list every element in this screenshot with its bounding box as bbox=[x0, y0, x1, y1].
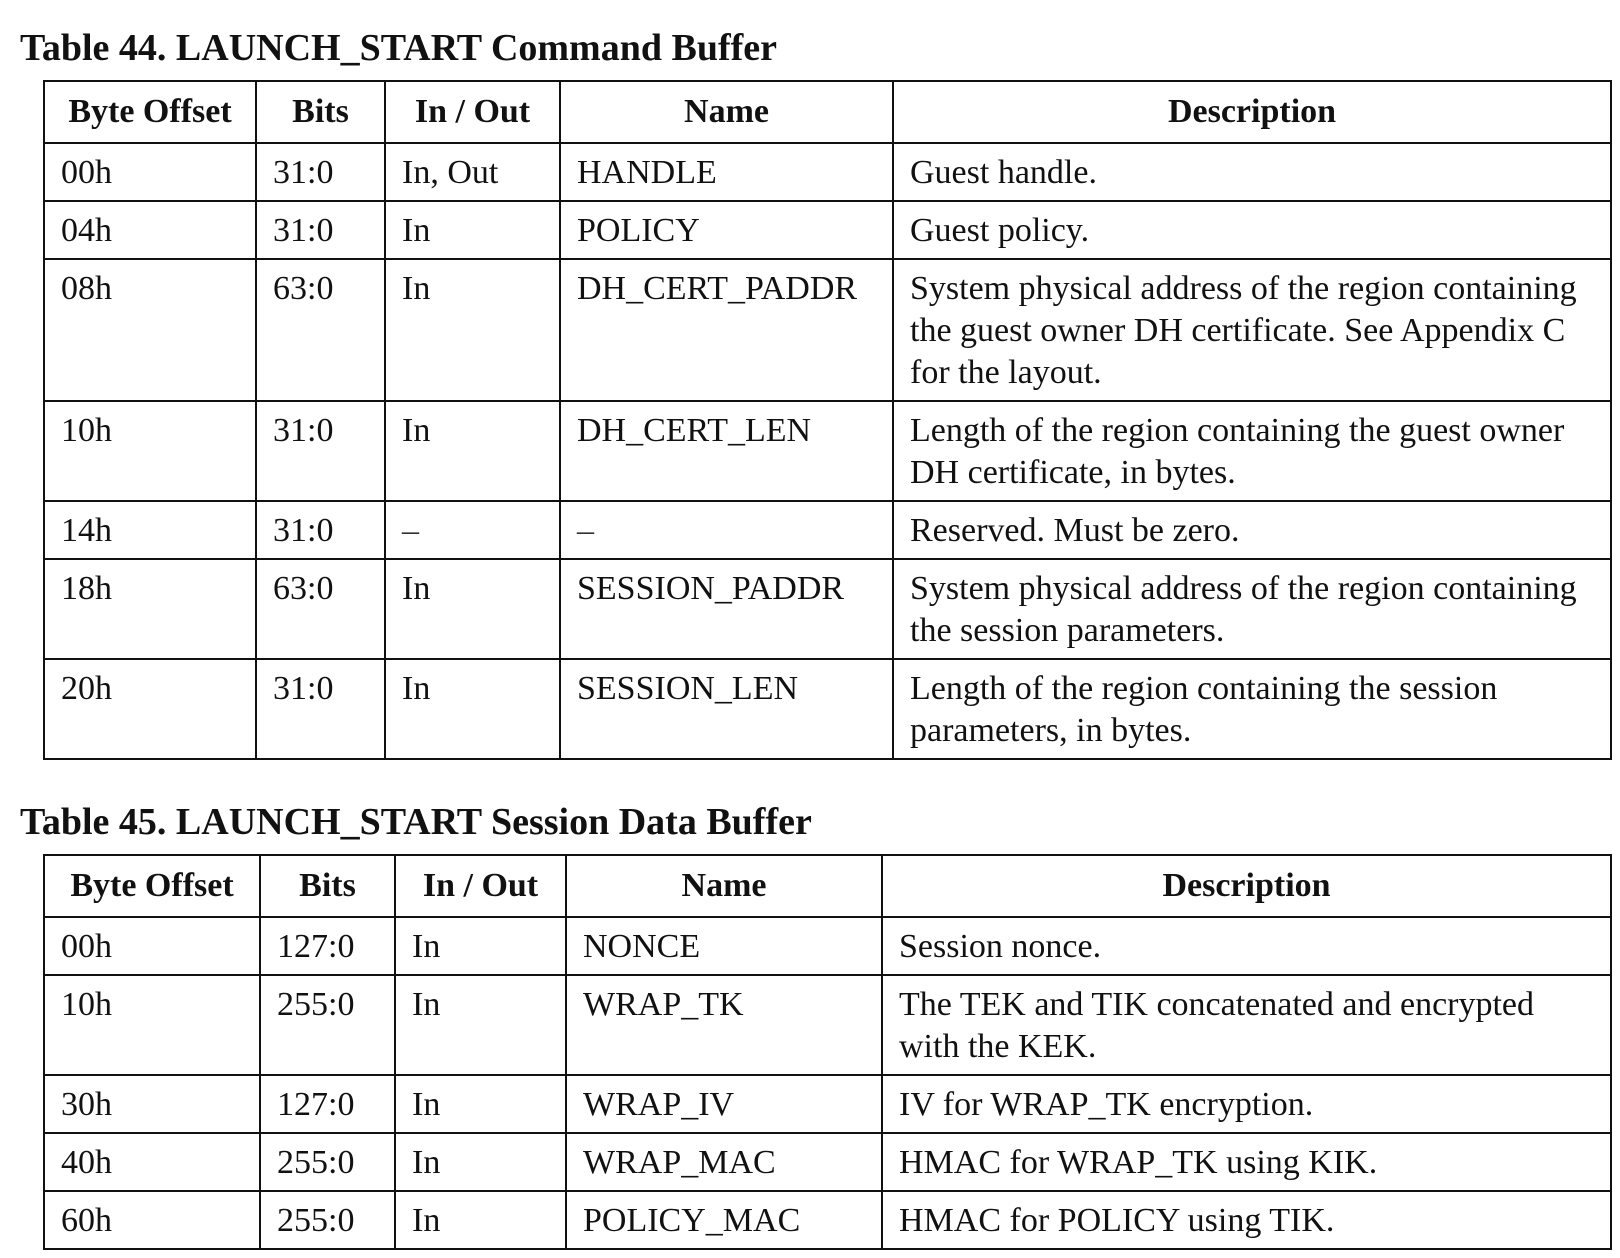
cell-name: DH_CERT_PADDR bbox=[560, 259, 893, 401]
header-bits: Bits bbox=[256, 81, 385, 143]
cell-offset: 00h bbox=[44, 917, 260, 975]
cell-name: POLICY_MAC bbox=[566, 1191, 882, 1249]
cell-in-out: In bbox=[395, 1075, 566, 1133]
table-row bbox=[44, 1075, 1611, 1133]
header-bits: Bits bbox=[260, 855, 395, 917]
header-in-out: In / Out bbox=[395, 855, 566, 917]
command-buffer-table bbox=[43, 80, 1612, 760]
cell-offset: 00h bbox=[44, 143, 256, 201]
cell-in-out: In bbox=[395, 975, 566, 1075]
cell-offset: 40h bbox=[44, 1133, 260, 1191]
cell-description: Reserved. Must be zero. bbox=[893, 501, 1611, 559]
cell-in-out: In bbox=[385, 201, 560, 259]
cell-in-out: In, Out bbox=[385, 143, 560, 201]
table-row bbox=[44, 259, 1611, 401]
cell-description: IV for WRAP_TK encryption. bbox=[882, 1075, 1611, 1133]
cell-bits: 255:0 bbox=[260, 1191, 395, 1249]
header-byte-offset: Byte Offset bbox=[44, 81, 256, 143]
header-name: Name bbox=[560, 81, 893, 143]
cell-in-out: In bbox=[385, 259, 560, 401]
cell-name: SESSION_PADDR bbox=[560, 559, 893, 659]
cell-name: DH_CERT_LEN bbox=[560, 401, 893, 501]
table-row bbox=[44, 975, 1611, 1075]
table-row bbox=[44, 1191, 1611, 1249]
cell-name: WRAP_MAC bbox=[566, 1133, 882, 1191]
cell-bits: 63:0 bbox=[256, 259, 385, 401]
cell-offset: 14h bbox=[44, 501, 256, 559]
cell-offset: 10h bbox=[44, 975, 260, 1075]
cell-bits: 255:0 bbox=[260, 1133, 395, 1191]
cell-description: Session nonce. bbox=[882, 917, 1611, 975]
cell-name: WRAP_IV bbox=[566, 1075, 882, 1133]
cell-description: Length of the region containing the session parameters, in bytes. bbox=[893, 659, 1611, 759]
cell-bits: 127:0 bbox=[260, 1075, 395, 1133]
cell-offset: 18h bbox=[44, 559, 256, 659]
table-row bbox=[44, 917, 1611, 975]
table-header-row bbox=[44, 81, 1611, 143]
cell-in-out: In bbox=[385, 401, 560, 501]
header-name: Name bbox=[566, 855, 882, 917]
cell-bits: 31:0 bbox=[256, 501, 385, 559]
table-row bbox=[44, 143, 1611, 201]
table-row bbox=[44, 201, 1611, 259]
cell-offset: 04h bbox=[44, 201, 256, 259]
cell-name: NONCE bbox=[566, 917, 882, 975]
cell-name: HANDLE bbox=[560, 143, 893, 201]
cell-name: – bbox=[560, 501, 893, 559]
cell-in-out: In bbox=[395, 1133, 566, 1191]
cell-offset: 30h bbox=[44, 1075, 260, 1133]
cell-name: SESSION_LEN bbox=[560, 659, 893, 759]
session-data-buffer-table bbox=[43, 854, 1612, 1250]
cell-offset: 20h bbox=[44, 659, 256, 759]
cell-description: HMAC for POLICY using TIK. bbox=[882, 1191, 1611, 1249]
cell-offset: 60h bbox=[44, 1191, 260, 1249]
cell-bits: 127:0 bbox=[260, 917, 395, 975]
cell-in-out: In bbox=[385, 659, 560, 759]
header-description: Description bbox=[882, 855, 1611, 917]
cell-in-out: – bbox=[385, 501, 560, 559]
cell-description: The TEK and TIK concatenated and encrypted with the KEK. bbox=[882, 975, 1611, 1075]
table-row bbox=[44, 501, 1611, 559]
cell-name: POLICY bbox=[560, 201, 893, 259]
table-row bbox=[44, 401, 1611, 501]
cell-description: System physical address of the region containing the guest owner DH certificate. See Appendix C for the layout. bbox=[893, 259, 1611, 401]
table-row bbox=[44, 1133, 1611, 1191]
cell-bits: 31:0 bbox=[256, 401, 385, 501]
table-header-row bbox=[44, 855, 1611, 917]
cell-in-out: In bbox=[395, 1191, 566, 1249]
cell-bits: 31:0 bbox=[256, 659, 385, 759]
table-row bbox=[44, 559, 1611, 659]
header-byte-offset: Byte Offset bbox=[44, 855, 260, 917]
cell-description: Guest policy. bbox=[893, 201, 1611, 259]
cell-name: WRAP_TK bbox=[566, 975, 882, 1075]
table-45-caption: Table 45. LAUNCH_START Session Data Buffer bbox=[20, 801, 812, 843]
header-in-out: In / Out bbox=[385, 81, 560, 143]
cell-in-out: In bbox=[385, 559, 560, 659]
cell-bits: 31:0 bbox=[256, 201, 385, 259]
cell-bits: 31:0 bbox=[256, 143, 385, 201]
cell-offset: 10h bbox=[44, 401, 256, 501]
cell-offset: 08h bbox=[44, 259, 256, 401]
cell-description: HMAC for WRAP_TK using KIK. bbox=[882, 1133, 1611, 1191]
cell-description: Length of the region containing the guest owner DH certificate, in bytes. bbox=[893, 401, 1611, 501]
cell-description: Guest handle. bbox=[893, 143, 1611, 201]
cell-in-out: In bbox=[395, 917, 566, 975]
cell-bits: 255:0 bbox=[260, 975, 395, 1075]
header-description: Description bbox=[893, 81, 1611, 143]
table-44-caption: Table 44. LAUNCH_START Command Buffer bbox=[20, 27, 777, 69]
table-row bbox=[44, 659, 1611, 759]
cell-bits: 63:0 bbox=[256, 559, 385, 659]
cell-description: System physical address of the region containing the session parameters. bbox=[893, 559, 1611, 659]
